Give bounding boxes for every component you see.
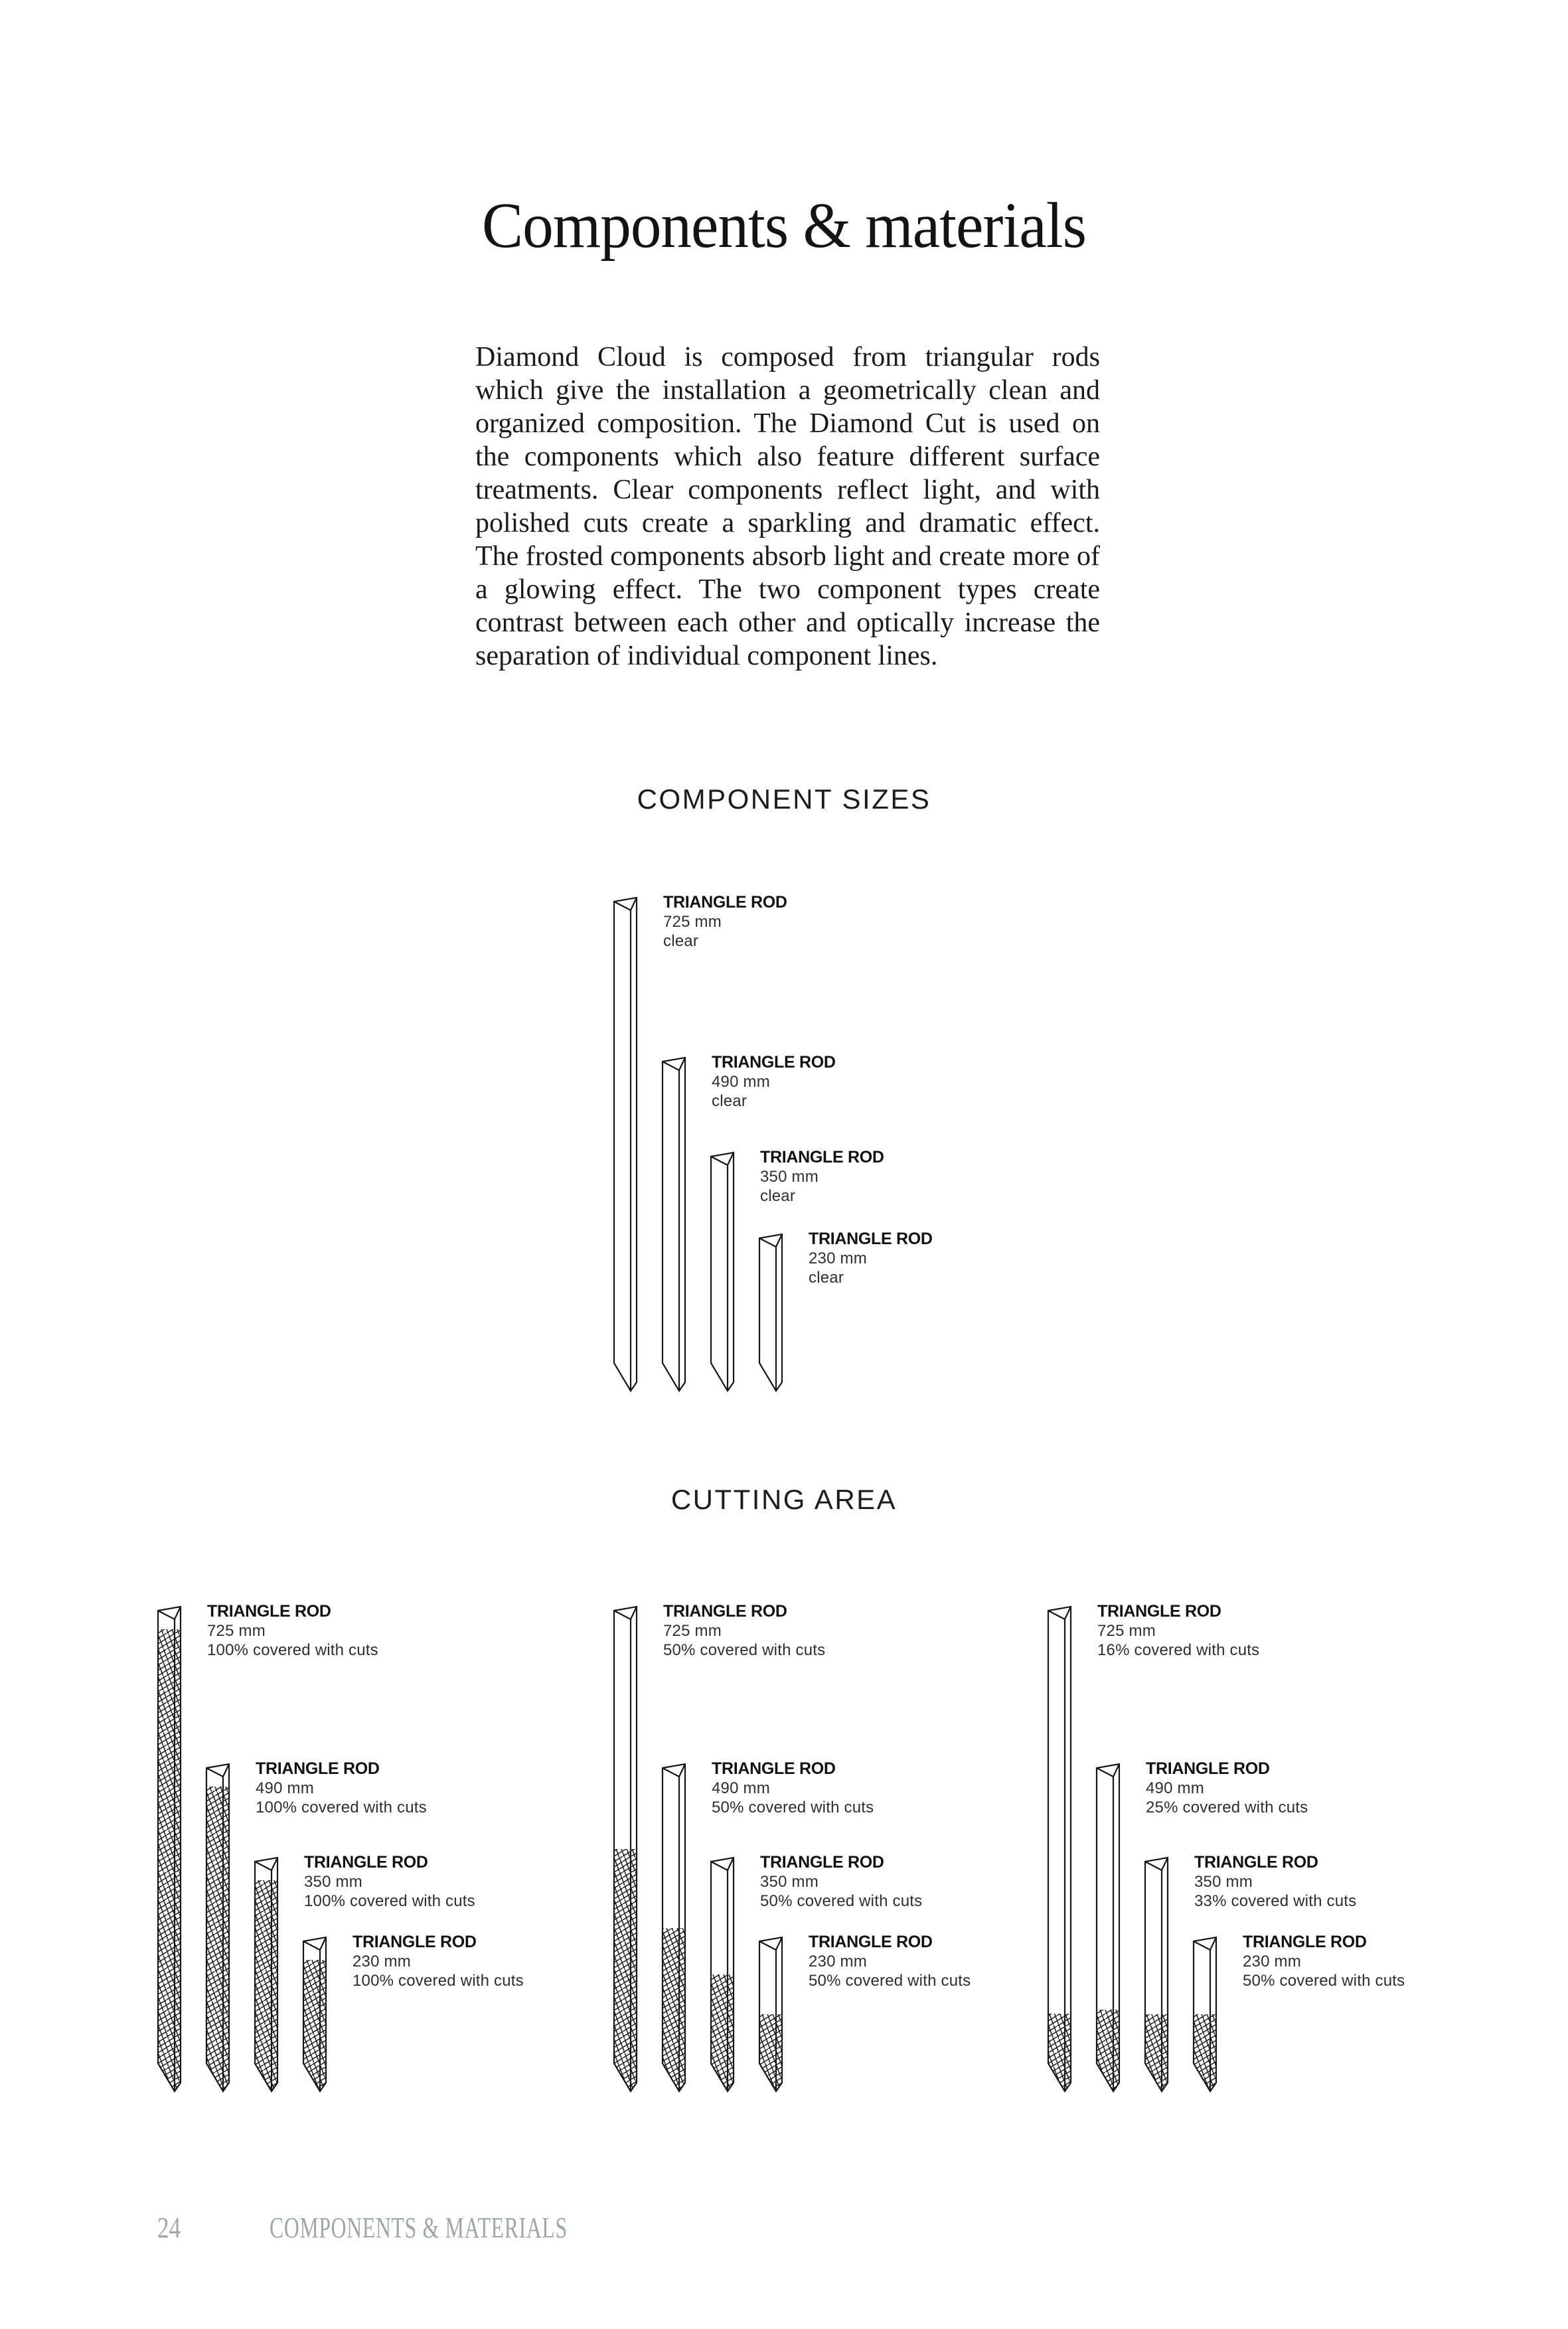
rod-label-line: 25% covered with cuts bbox=[1146, 1799, 1308, 1816]
page-title: Components & materials bbox=[482, 190, 1086, 262]
triangle-rod-725mm-cut-16pct bbox=[1047, 1605, 1072, 2093]
rod-label-230mm-cut-100pct bbox=[353, 1933, 524, 1990]
rod-label-line: 230 mm bbox=[809, 1249, 867, 1267]
rod-label-line: 725 mm bbox=[663, 1622, 722, 1640]
triangle-rod-490mm-cut-25pct bbox=[1095, 1763, 1121, 2093]
rod-label-line: 725 mm bbox=[207, 1622, 266, 1640]
rod-label-line: TRIANGLE ROD bbox=[663, 893, 787, 912]
rod-label-line: TRIANGLE ROD bbox=[1097, 1602, 1221, 1621]
rod-label-line: 230 mm bbox=[353, 1953, 411, 1970]
rod-label-line: 490 mm bbox=[256, 1779, 314, 1797]
rod-label-line: 725 mm bbox=[663, 913, 722, 931]
component-sizes-heading: COMPONENT SIZES bbox=[637, 783, 931, 815]
intro-paragraph: Diamond Cloud is composed from triangular rods which give the installation a geometrically clean and organized composition. The Diamond Cut is used on the components which also feature different surface treatments. Clear components reflect light, and with polished cuts create a sparkling and dramatic effect. The frosted components absorb light and create more of a glowing effect. The two component types create contrast between each other and optically increase the separation of individual component lines. bbox=[475, 342, 1100, 671]
cutting-area-heading: CUTTING AREA bbox=[670, 1484, 898, 1515]
triangle-rod-725mm-cut-100pct bbox=[157, 1605, 182, 2093]
rod-label-725mm-cut-50pct bbox=[663, 1602, 825, 1660]
rod-label-line: 725 mm bbox=[1097, 1622, 1156, 1640]
rod-label-350mm-cut-50pct bbox=[760, 1853, 922, 1911]
rod-label-line: 100% covered with cuts bbox=[304, 1892, 475, 1910]
rod-label-725mm bbox=[663, 893, 787, 951]
rod-label-725mm-cut-100pct bbox=[207, 1602, 378, 1660]
rod-label-line: TRIANGLE ROD bbox=[760, 1148, 884, 1166]
rod-label-line: TRIANGLE ROD bbox=[353, 1933, 477, 1951]
rod-label-line: 100% covered with cuts bbox=[353, 1972, 524, 1990]
triangle-rod-725mm bbox=[613, 896, 638, 1392]
rod-label-line: TRIANGLE ROD bbox=[256, 1759, 380, 1778]
rod-label-490mm-cut-100pct bbox=[256, 1759, 427, 1817]
rod-label-line: TRIANGLE ROD bbox=[304, 1853, 428, 1872]
rod-label-line: TRIANGLE ROD bbox=[663, 1602, 787, 1621]
rod-label-line: 350 mm bbox=[760, 1873, 819, 1891]
triangle-rod-490mm bbox=[661, 1056, 686, 1392]
rod-label-line: 100% covered with cuts bbox=[207, 1641, 378, 1659]
rod-label-line: TRIANGLE ROD bbox=[1194, 1853, 1318, 1872]
triangle-rod-350mm-cut-50pct bbox=[710, 1856, 735, 2093]
rod-label-line: TRIANGLE ROD bbox=[1243, 1933, 1367, 1951]
page-number: 24 bbox=[157, 2211, 181, 2244]
rod-label-line: TRIANGLE ROD bbox=[712, 1759, 836, 1778]
rod-label-725mm-cut-16pct bbox=[1097, 1602, 1259, 1660]
triangle-rod-490mm-cut-100pct bbox=[205, 1763, 230, 2093]
rod-label-line: TRIANGLE ROD bbox=[712, 1053, 836, 1072]
rod-label-230mm bbox=[809, 1230, 933, 1287]
rod-label-line: 490 mm bbox=[1146, 1779, 1204, 1797]
rod-label-490mm-cut-25pct bbox=[1146, 1759, 1308, 1817]
rod-label-230mm-cut-50pct bbox=[809, 1933, 971, 1990]
rod-label-line: 230 mm bbox=[809, 1953, 867, 1970]
rod-label-line: 230 mm bbox=[1243, 1953, 1301, 1970]
rod-label-line: 490 mm bbox=[712, 1073, 770, 1091]
triangle-rod-230mm-cut-50pct bbox=[758, 1936, 783, 2093]
triangle-rod-230mm bbox=[758, 1233, 783, 1392]
triangle-rod-725mm-cut-50pct bbox=[613, 1605, 638, 2093]
rod-label-line: 350 mm bbox=[304, 1873, 362, 1891]
rod-label-line: clear bbox=[809, 1269, 844, 1287]
rod-label-line: TRIANGLE ROD bbox=[207, 1602, 331, 1621]
rod-label-line: TRIANGLE ROD bbox=[760, 1853, 884, 1872]
rod-label-350mm bbox=[760, 1148, 884, 1206]
rod-label-line: 50% covered with cuts bbox=[712, 1799, 874, 1816]
rod-label-line: 16% covered with cuts bbox=[1097, 1641, 1260, 1659]
rod-label-line: clear bbox=[760, 1187, 796, 1205]
rod-label-line: TRIANGLE ROD bbox=[809, 1230, 933, 1248]
rod-label-490mm bbox=[712, 1053, 836, 1111]
rod-label-line: 100% covered with cuts bbox=[256, 1799, 427, 1816]
triangle-rod-230mm-cut-50pct bbox=[1192, 1936, 1217, 2093]
rod-label-line: clear bbox=[712, 1092, 747, 1110]
rod-label-line: 490 mm bbox=[712, 1779, 770, 1797]
rod-label-line: 50% covered with cuts bbox=[760, 1892, 923, 1910]
triangle-rod-350mm bbox=[710, 1151, 735, 1392]
rod-label-line: 50% covered with cuts bbox=[809, 1972, 971, 1990]
rod-label-490mm-cut-50pct bbox=[712, 1759, 874, 1817]
rod-label-line: TRIANGLE ROD bbox=[1146, 1759, 1270, 1778]
rod-label-line: TRIANGLE ROD bbox=[809, 1933, 933, 1951]
triangle-rod-230mm-cut-100pct bbox=[302, 1936, 327, 2093]
rod-label-350mm-cut-100pct bbox=[304, 1853, 475, 1911]
triangle-rod-350mm-cut-100pct bbox=[254, 1856, 279, 2093]
triangle-rod-350mm-cut-33pct bbox=[1144, 1856, 1169, 2093]
rod-label-line: 350 mm bbox=[760, 1168, 819, 1186]
rod-label-350mm-cut-33pct bbox=[1194, 1853, 1356, 1911]
triangle-rod-490mm-cut-50pct bbox=[661, 1763, 686, 2093]
rod-label-230mm-cut-50pct bbox=[1243, 1933, 1405, 1990]
rod-label-line: 50% covered with cuts bbox=[1243, 1972, 1405, 1990]
rod-label-line: clear bbox=[663, 932, 699, 950]
rod-label-line: 33% covered with cuts bbox=[1194, 1892, 1357, 1910]
footer-section-label: COMPONENTS & MATERIALS bbox=[270, 2211, 568, 2244]
rod-label-line: 350 mm bbox=[1194, 1873, 1253, 1891]
rod-label-line: 50% covered with cuts bbox=[663, 1641, 826, 1659]
